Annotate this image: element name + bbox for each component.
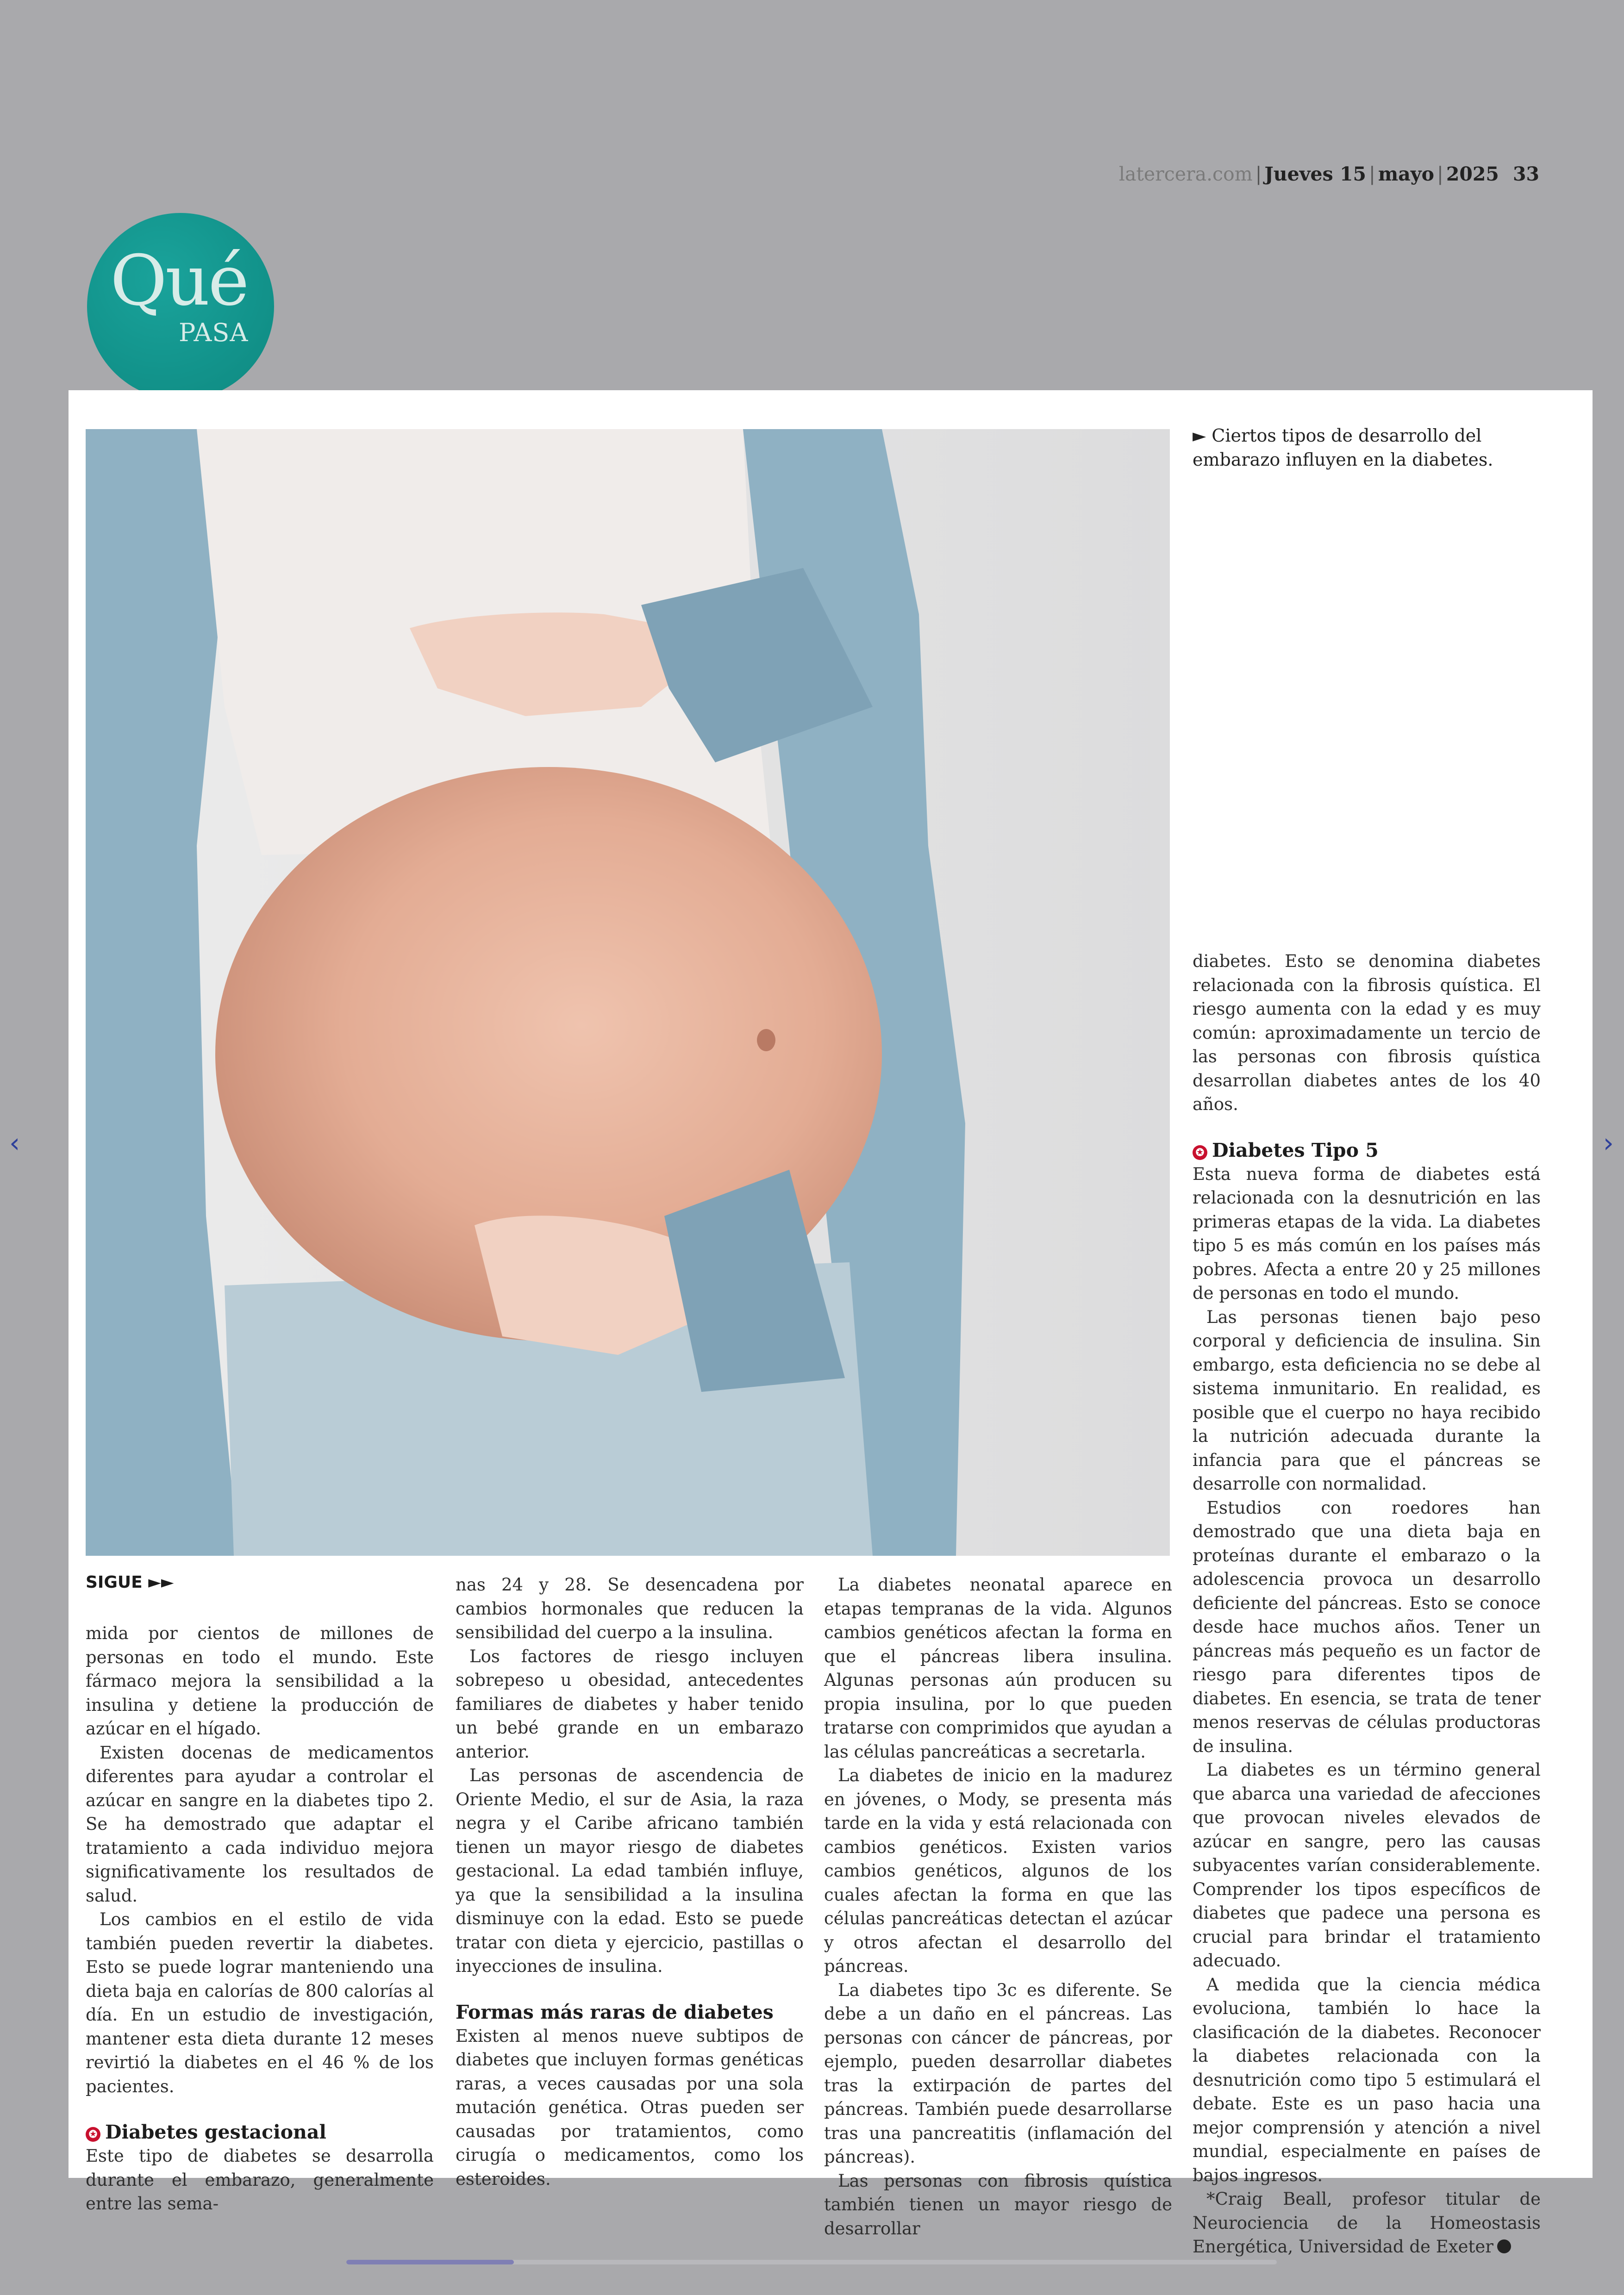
reading-progress-bar[interactable]	[346, 2260, 1277, 2264]
next-page-button[interactable]: ›	[1603, 1127, 1614, 1159]
paragraph: La diabetes de inicio en la madurez en jóvenes, o Mody, se presenta más tarde en la vida y está relacionada con cambios genéticos. Existen varios cambios genéticos, algunos de los cuales afectan la forma en que las células pancreáticas detectan el azúcar y otros afectan el desarrollo del páncreas.	[824, 1765, 1172, 1976]
section-heading-tipo5: ✪ Diabetes Tipo 5	[1193, 1139, 1541, 1162]
paragraph: Las personas tienen bajo peso corporal y deficiencia de insulina. Sin embargo, esta deficiencia no se debe al sistema inmunitario. En realidad, es posible que el cuerpo no haya recibido la nutrición adecuada durante la infancia para que el páncreas se desarrolle con normalidad.	[1193, 1307, 1541, 1494]
paragraph: La diabetes tipo 3c es diferente. Se debe a un daño en el páncreas. Las personas con cáncer de páncreas, por ejemplo, pueden desarrollar diabetes tras la extirpación de partes del páncreas. También puede desarrollarse tras una pancreatitis (inflamación del páncreas).	[824, 1980, 1172, 2167]
paragraph: La diabetes es un término general que abarca una variedad de afecciones que provocan niveles elevados de azúcar en sangre, pero las causas subyacentes varían considerablemente. Comprender los tipos específicos de diabetes que padece una persona es crucial para brindar el tratamiento adecuado.	[1193, 1760, 1541, 1971]
logo-text-pasa: PASA	[179, 318, 249, 347]
star-bullet-icon: ✪	[1193, 1145, 1207, 1160]
paragraph: nas 24 y 28. Se desencadena por cambios hormonales que reducen la sensibilidad del cuerpo a la insulina.	[456, 1575, 804, 1642]
logo-text-que: Qué	[110, 241, 248, 321]
paragraph: La diabetes neonatal aparece en etapas tempranas de la vida. Algunos cambios genéticos afectan la forma en que el páncreas libera insulina. Algunas personas aún producen su propia insulina, por lo que pueden tratarse con comprimidos que ayudan a las células pancreáticas a secretarla.	[824, 1575, 1172, 1762]
issue-meta: latercera.com | Jueves 15 | mayo | 2025 33	[1118, 163, 1539, 185]
magazine-page	[69, 390, 1593, 2257]
paragraph: Este tipo de diabetes se desarrolla durante el embarazo, generalmente entre las sema-	[86, 2146, 434, 2214]
paragraph: Existen docenas de medicamentos diferentes para ayudar a controlar el azúcar en sangre en la diabetes tipo 2. Se ha demostrado que adaptar el tratamiento a cada individuo mejora significativamente los resultados de salud.	[86, 1742, 434, 1906]
article-column-1	[86, 1621, 434, 2216]
end-of-article-icon	[1497, 2239, 1511, 2253]
paragraph: Las personas con fibrosis quística también tienen un mayor riesgo de desarrollar	[824, 2170, 1172, 2239]
paragraph: Los cambios en el estilo de vida también pueden revertir la diabetes. Esto se puede lograr manteniendo una dieta baja en calorías de 800 calorías al día. En un estudio de investigación, mantener esta dieta durante 12 meses revirtió la diabetes en el 46 % de los pacientes.	[86, 1909, 434, 2096]
page-number: 33	[1512, 163, 1539, 185]
article-column-4	[1193, 949, 1541, 2259]
reading-progress-fill	[346, 2260, 514, 2264]
article-column-2	[456, 1573, 804, 2191]
section-heading-gestacional: ✪ Diabetes gestacional	[86, 2120, 434, 2144]
photo-caption: ► Ciertos tipos de desarrollo del embarazo influyen en la diabetes.	[1193, 425, 1493, 470]
paragraph: mida por cientos de millones de personas en todo el mundo. Este fármaco mejora la sensibilidad a la insulina y detiene la producción de azúcar en el hígado.	[86, 1623, 434, 1739]
paragraph: Los factores de riesgo incluyen sobrepeso u obesidad, antecedentes familiares de diabetes y haber tenido un bebé grande en un embarazo anterior.	[456, 1646, 804, 1762]
star-bullet-icon: ✪	[86, 2127, 100, 2142]
prev-page-button[interactable]: ‹	[9, 1127, 20, 1159]
que-pasa-logo	[87, 213, 274, 400]
paragraph: diabetes. Esto se denomina diabetes relacionada con la fibrosis quística. El riesgo aumenta con la edad y es muy común: aproximadamente un tercio de las personas con fibrosis quística desarrollan diabetes antes de los 40 años.	[1193, 951, 1541, 1114]
pregnancy-photo	[86, 429, 1170, 1556]
issue-year: 2025	[1446, 163, 1499, 185]
issue-day: Jueves 15	[1264, 163, 1367, 185]
pregnancy-illustration-icon	[86, 429, 1170, 1556]
section-heading-raras: Formas más raras de diabetes	[456, 2001, 774, 2023]
paragraph: Existen al menos nueve subtipos de diabetes que incluyen formas genéticas raras, a veces causadas por una sola mutación genética. Otras pueden ser causadas por tratamientos, como cirugía o medicamentos, como los esteroides.	[456, 2026, 804, 2189]
site-name: latercera.com	[1118, 163, 1253, 185]
author-credit: *Craig Beall, profesor titular de Neurociencia de la Homeostasis Energética, Universidad de Exeter	[1193, 2189, 1541, 2257]
article-column-3	[824, 1573, 1172, 2240]
paragraph: A medida que la ciencia médica evoluciona, también lo hace la clasificación de la diabetes. Reconocer la diabetes relacionada con la desnutrición como tipo 5 estimulará el debate. Este es un paso hacia una mejor comprensión y atención a nivel mundial, especialmente en países de bajos ingresos.	[1193, 1974, 1541, 2185]
paragraph: Las personas de ascendencia de Oriente Medio, el sur de Asia, la raza negra y el Caribe africano también tienen un mayor riesgo de diabetes gestacional. La edad también influye, ya que la sensibilidad a la insulina disminuye con la edad. Esto se puede tratar con dieta y ejercicio, pastillas o inyecciones de insulina.	[456, 1765, 804, 1976]
paragraph: Esta nueva forma de diabetes está relacionada con la desnutrición en las primeras etapas de la vida. La diabetes tipo 5 es más común en los países más pobres. Afecta a entre 20 y 25 millones de personas en todo el mundo.	[1193, 1164, 1541, 1303]
issue-month: mayo	[1378, 163, 1434, 185]
paragraph: Estudios con roedores han demostrado que una dieta baja en proteínas durante el embarazo o la adolescencia provoca un desarrollo deficiente del páncreas. Esto se conoce desde hace muchos años. Tener un páncreas más pequeño es un factor de riesgo para diferentes tipos de diabetes. En esencia, se trata de tener menos reservas de células productoras de insulina.	[1193, 1497, 1541, 1756]
continued-label: SIGUE ►►	[86, 1573, 174, 1592]
